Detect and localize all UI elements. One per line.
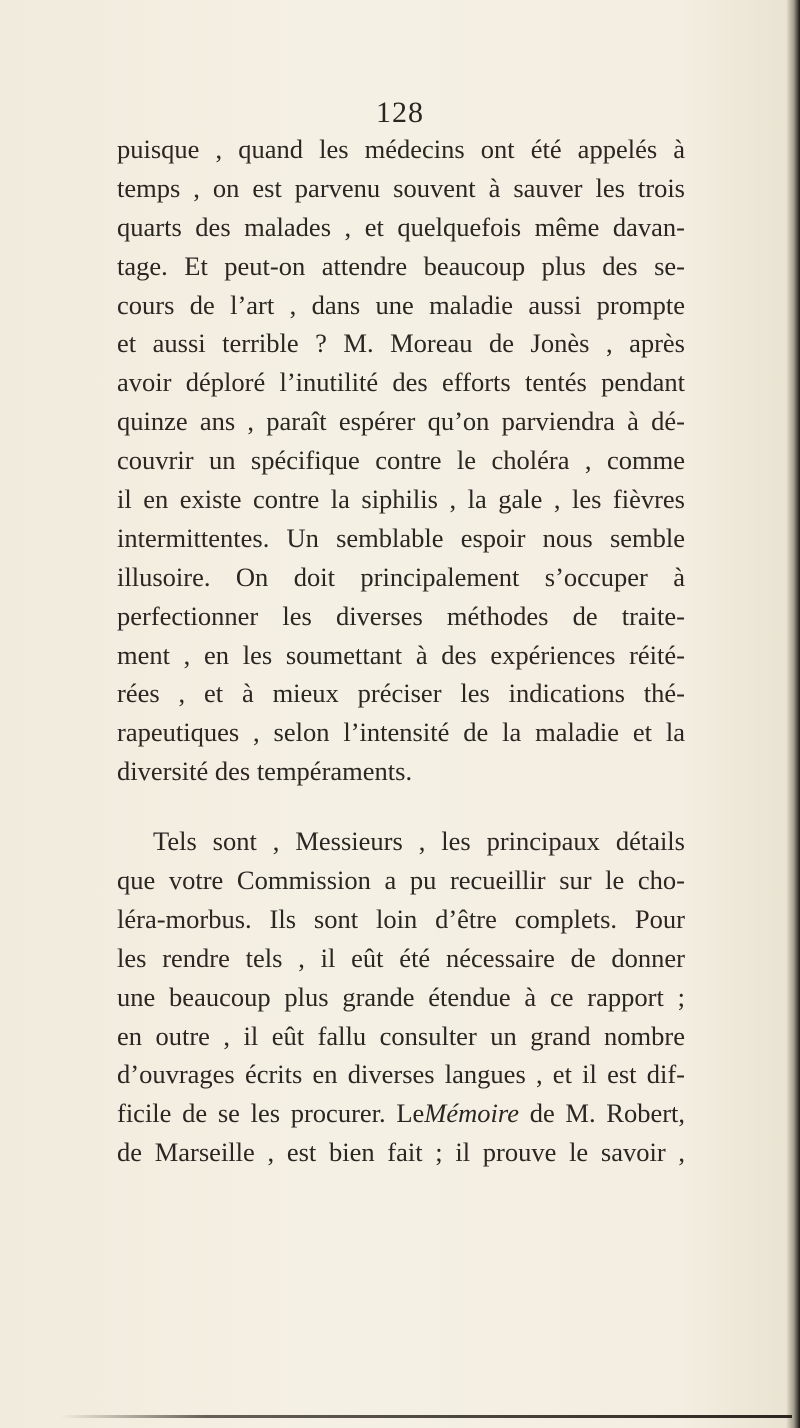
paragraph-2 [117, 822, 685, 1172]
text-line: léra-morbus. Ils sont loin d’être complets. Pour [117, 903, 685, 934]
text-line: et aussi terrible ? M. Moreau de Jonès , après [117, 328, 685, 359]
bottom-edge-rule [60, 1415, 792, 1418]
text-line: puisque , quand les médecins ont été appelés à [117, 134, 685, 164]
text-line: rapeutiques , selon l’intensité de la maladie et la [117, 717, 685, 748]
text-line: diversité des tempéraments. [117, 756, 413, 787]
text-segment: Le [396, 1098, 425, 1129]
text-line: intermittentes. Un semblable espoir nous semble [117, 522, 685, 553]
text-line: en outre , il eût fallu consulter un grand nombre [117, 1020, 685, 1051]
italic-title: Mémoire [424, 1098, 519, 1129]
text-line: rées , et à mieux préciser les indications thé- [117, 678, 685, 709]
paragraph-gap [117, 791, 685, 822]
paragraph-1 [117, 130, 685, 791]
text-segment: ficile de se les procurer. [117, 1098, 386, 1129]
text-line: ment , en les soumettant à des expériences réité- [117, 639, 685, 670]
text-line: que votre Commission a pu recueillir sur le cho- [117, 865, 685, 896]
text-line: d’ouvrages écrits en diverses langues , et il est dif- [117, 1059, 685, 1090]
text-line: il en existe contre la siphilis , la gale , les fièvres [117, 484, 685, 515]
text-line: Tels sont , Messieurs , les principaux détails [153, 826, 685, 857]
text-line: couvrir un spécifique contre le choléra , comme [117, 445, 685, 476]
page-number: 128 [376, 96, 424, 129]
text-line: cours de l’art , dans une maladie aussi prompte [117, 289, 685, 320]
text-line: une beaucoup plus grande étendue à ce rapport ; [117, 981, 685, 1012]
text-segment: de M. Robert, [529, 1098, 686, 1129]
text-line: quinze ans , paraît espérer qu’on parviendra à dé- [117, 406, 685, 437]
text-line: illusoire. On doit principalement s’occuper à [117, 561, 685, 592]
text-line: tage. Et peut-on attendre beaucoup plus des se- [117, 250, 685, 281]
text-line: les rendre tels , il eût été nécessaire de donner [117, 942, 685, 973]
text-line: perfectionner les diverses méthodes de traite- [117, 600, 685, 631]
text-line: avoir déploré l’inutilité des efforts tentés pendant [117, 367, 685, 398]
text-line: temps , on est parvenu souvent à sauver les trois [117, 172, 685, 203]
text-line: de Marseille , est bien fait ; il prouve le savoir , [117, 1137, 685, 1168]
binding-edge-shadow [786, 0, 800, 1428]
body-text [117, 130, 685, 1172]
text-line-mixed [117, 1094, 685, 1133]
text-line: quarts des malades , et quelquefois même davan- [117, 211, 685, 242]
